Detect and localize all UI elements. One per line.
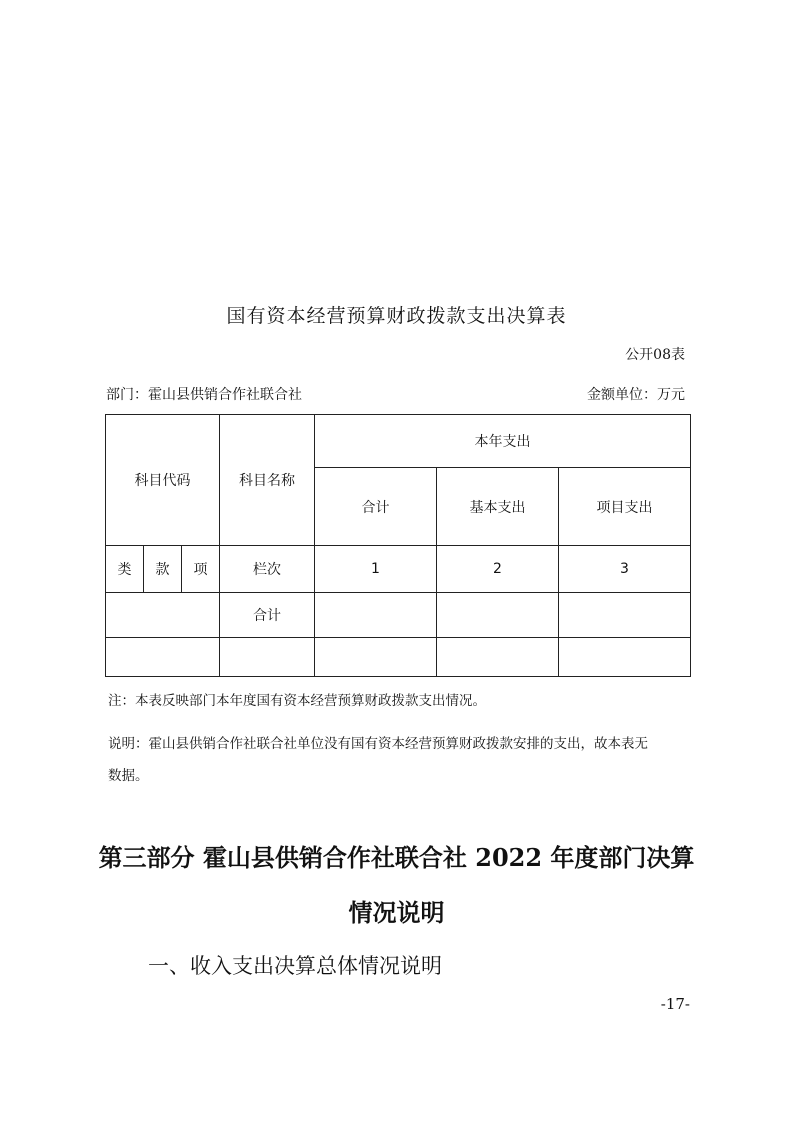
part3-title-line1: 第三部分 霍山县供销合作社联合社 2022 年度部门决算 — [98, 843, 695, 872]
part3-title-line2: 情况说明 — [348, 898, 445, 927]
table-cell — [437, 593, 559, 638]
table-explanation-line1: 说明：霍山县供销合作社联合社单位没有国有资本经营预算财政拨款安排的支出，故本表无 — [108, 736, 648, 752]
expenditure-table — [105, 414, 691, 677]
table-explanation-line2: 数据。 — [108, 768, 149, 784]
table-cell — [559, 593, 691, 638]
section-heading: 一、收入支出决算总体情况说明 — [148, 954, 442, 978]
table-note: 注：本表反映部门本年度国有资本经营预算财政拨款支出情况。 — [108, 693, 486, 709]
header-kuan: 款 — [144, 546, 182, 593]
header-column-index: 栏次 — [220, 546, 315, 593]
table-cell — [106, 593, 220, 638]
page-number: -17- — [660, 995, 690, 1013]
table-cell — [437, 638, 559, 677]
table-row — [106, 638, 691, 677]
column-number-1: 1 — [315, 546, 437, 593]
column-number-2: 2 — [437, 546, 559, 593]
table-cell — [106, 638, 220, 677]
table-cell — [220, 638, 315, 677]
table-row-total — [106, 593, 691, 638]
header-total: 合计 — [315, 468, 437, 546]
unit-label: 金额单位：万元 — [587, 387, 685, 403]
header-current-year-expenditure: 本年支出 — [315, 415, 691, 468]
header-subject-code: 科目代码 — [106, 415, 220, 546]
department-label: 部门：霍山县供销合作社联合社 — [106, 387, 302, 403]
table-code: 公开08表 — [625, 347, 685, 363]
table-cell — [315, 638, 437, 677]
header-subject-name: 科目名称 — [220, 415, 315, 546]
table-title: 国有资本经营预算财政拨款支出决算表 — [226, 305, 567, 327]
header-project-expenditure: 项目支出 — [559, 468, 691, 546]
table-cell — [559, 638, 691, 677]
header-xiang: 项 — [182, 546, 220, 593]
table-cell — [315, 593, 437, 638]
header-lei: 类 — [106, 546, 144, 593]
header-basic-expenditure: 基本支出 — [437, 468, 559, 546]
column-number-3: 3 — [559, 546, 691, 593]
total-row-label: 合计 — [220, 593, 315, 638]
